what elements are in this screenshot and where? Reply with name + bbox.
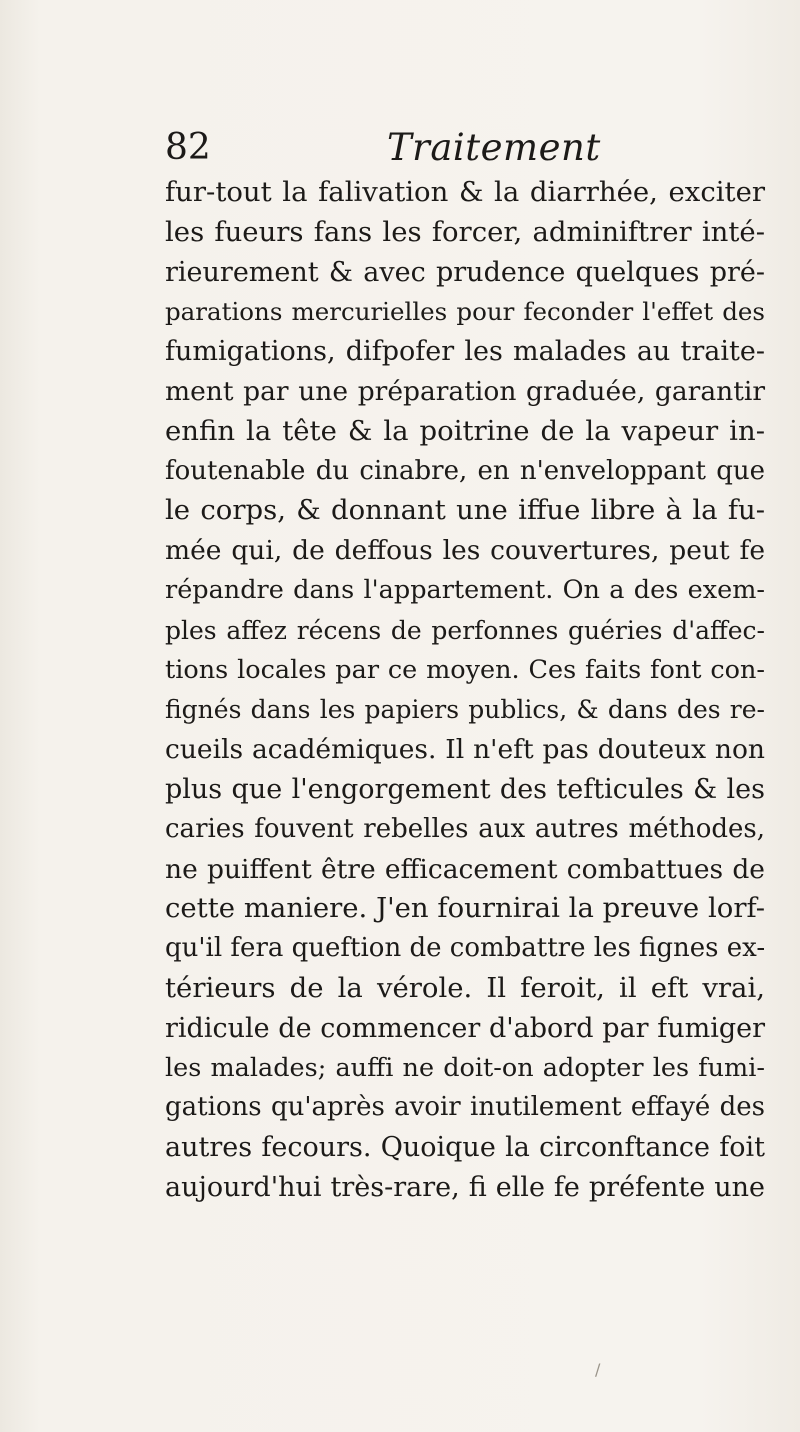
running-head: Traitement (387, 126, 601, 169)
text-line: rieurement & avec prudence quelques pré- (165, 256, 765, 288)
text-line: ment par une préparation graduée, garantir (165, 375, 765, 407)
text-line: fignés dans les papiers publics, & dans des re- (165, 695, 765, 725)
text-line: térieurs de la vérole. Il feroit, il eft vrai, (165, 971, 765, 1004)
text-line: les malades; auffi ne doit-on adopter les fumi- (165, 1052, 765, 1083)
text-line: ne puiffent être efficacement combattues de (165, 853, 765, 885)
stray-mark: / (595, 1360, 601, 1379)
text-line: ridicule de commencer d'abord par fumiger (165, 1012, 765, 1044)
text-line: enfin la tête & la poitrine de la vapeur in- (165, 414, 765, 447)
text-line: plus que l'engorgement des tefticules & les (165, 773, 765, 805)
text-line: gations qu'après avoir inutilement effayé des (165, 1092, 765, 1123)
text-line: parations mercurielles pour feconder l'effet des (165, 297, 765, 327)
text-line: mée qui, de deffous les couvertures, peut fe (165, 535, 765, 567)
text-line: fur-tout la falivation & la diarrhée, exciter (165, 176, 765, 208)
text-line: les fueurs fans les forcer, adminiftrer inté- (165, 215, 765, 248)
page-header (165, 128, 685, 178)
text-line: qu'il fera queftion de combattre les fignes ex- (165, 933, 766, 964)
text-line: cueils académiques. Il n'eft pas douteux non (165, 734, 765, 766)
text-line: aujourd'hui très-rare, fi elle fe préfente une (165, 1171, 765, 1203)
text-line: ples affez récens de perfonnes guéries d'affec- (165, 615, 765, 645)
text-line: autres fecours. Quoique la circonftance foit (165, 1132, 765, 1164)
text-line: répandre dans l'appartement. On a des exem- (165, 574, 765, 605)
text-line: fumigations, difpofer les malades au traite- (165, 336, 765, 368)
body-text (165, 173, 765, 1208)
text-line: cette maniere. J'en fournirai la preuve lorf- (165, 892, 765, 925)
text-line: foutenable du cinabre, en n'enveloppant que (165, 455, 765, 486)
text-line: le corps, & donnant une iffue libre à la fu- (165, 494, 765, 527)
page-number: 82 (165, 127, 211, 168)
text-line: tions locales par ce moyen. Ces faits font con- (165, 654, 765, 685)
text-line: caries fouvent rebelles aux autres méthodes, (165, 813, 765, 844)
